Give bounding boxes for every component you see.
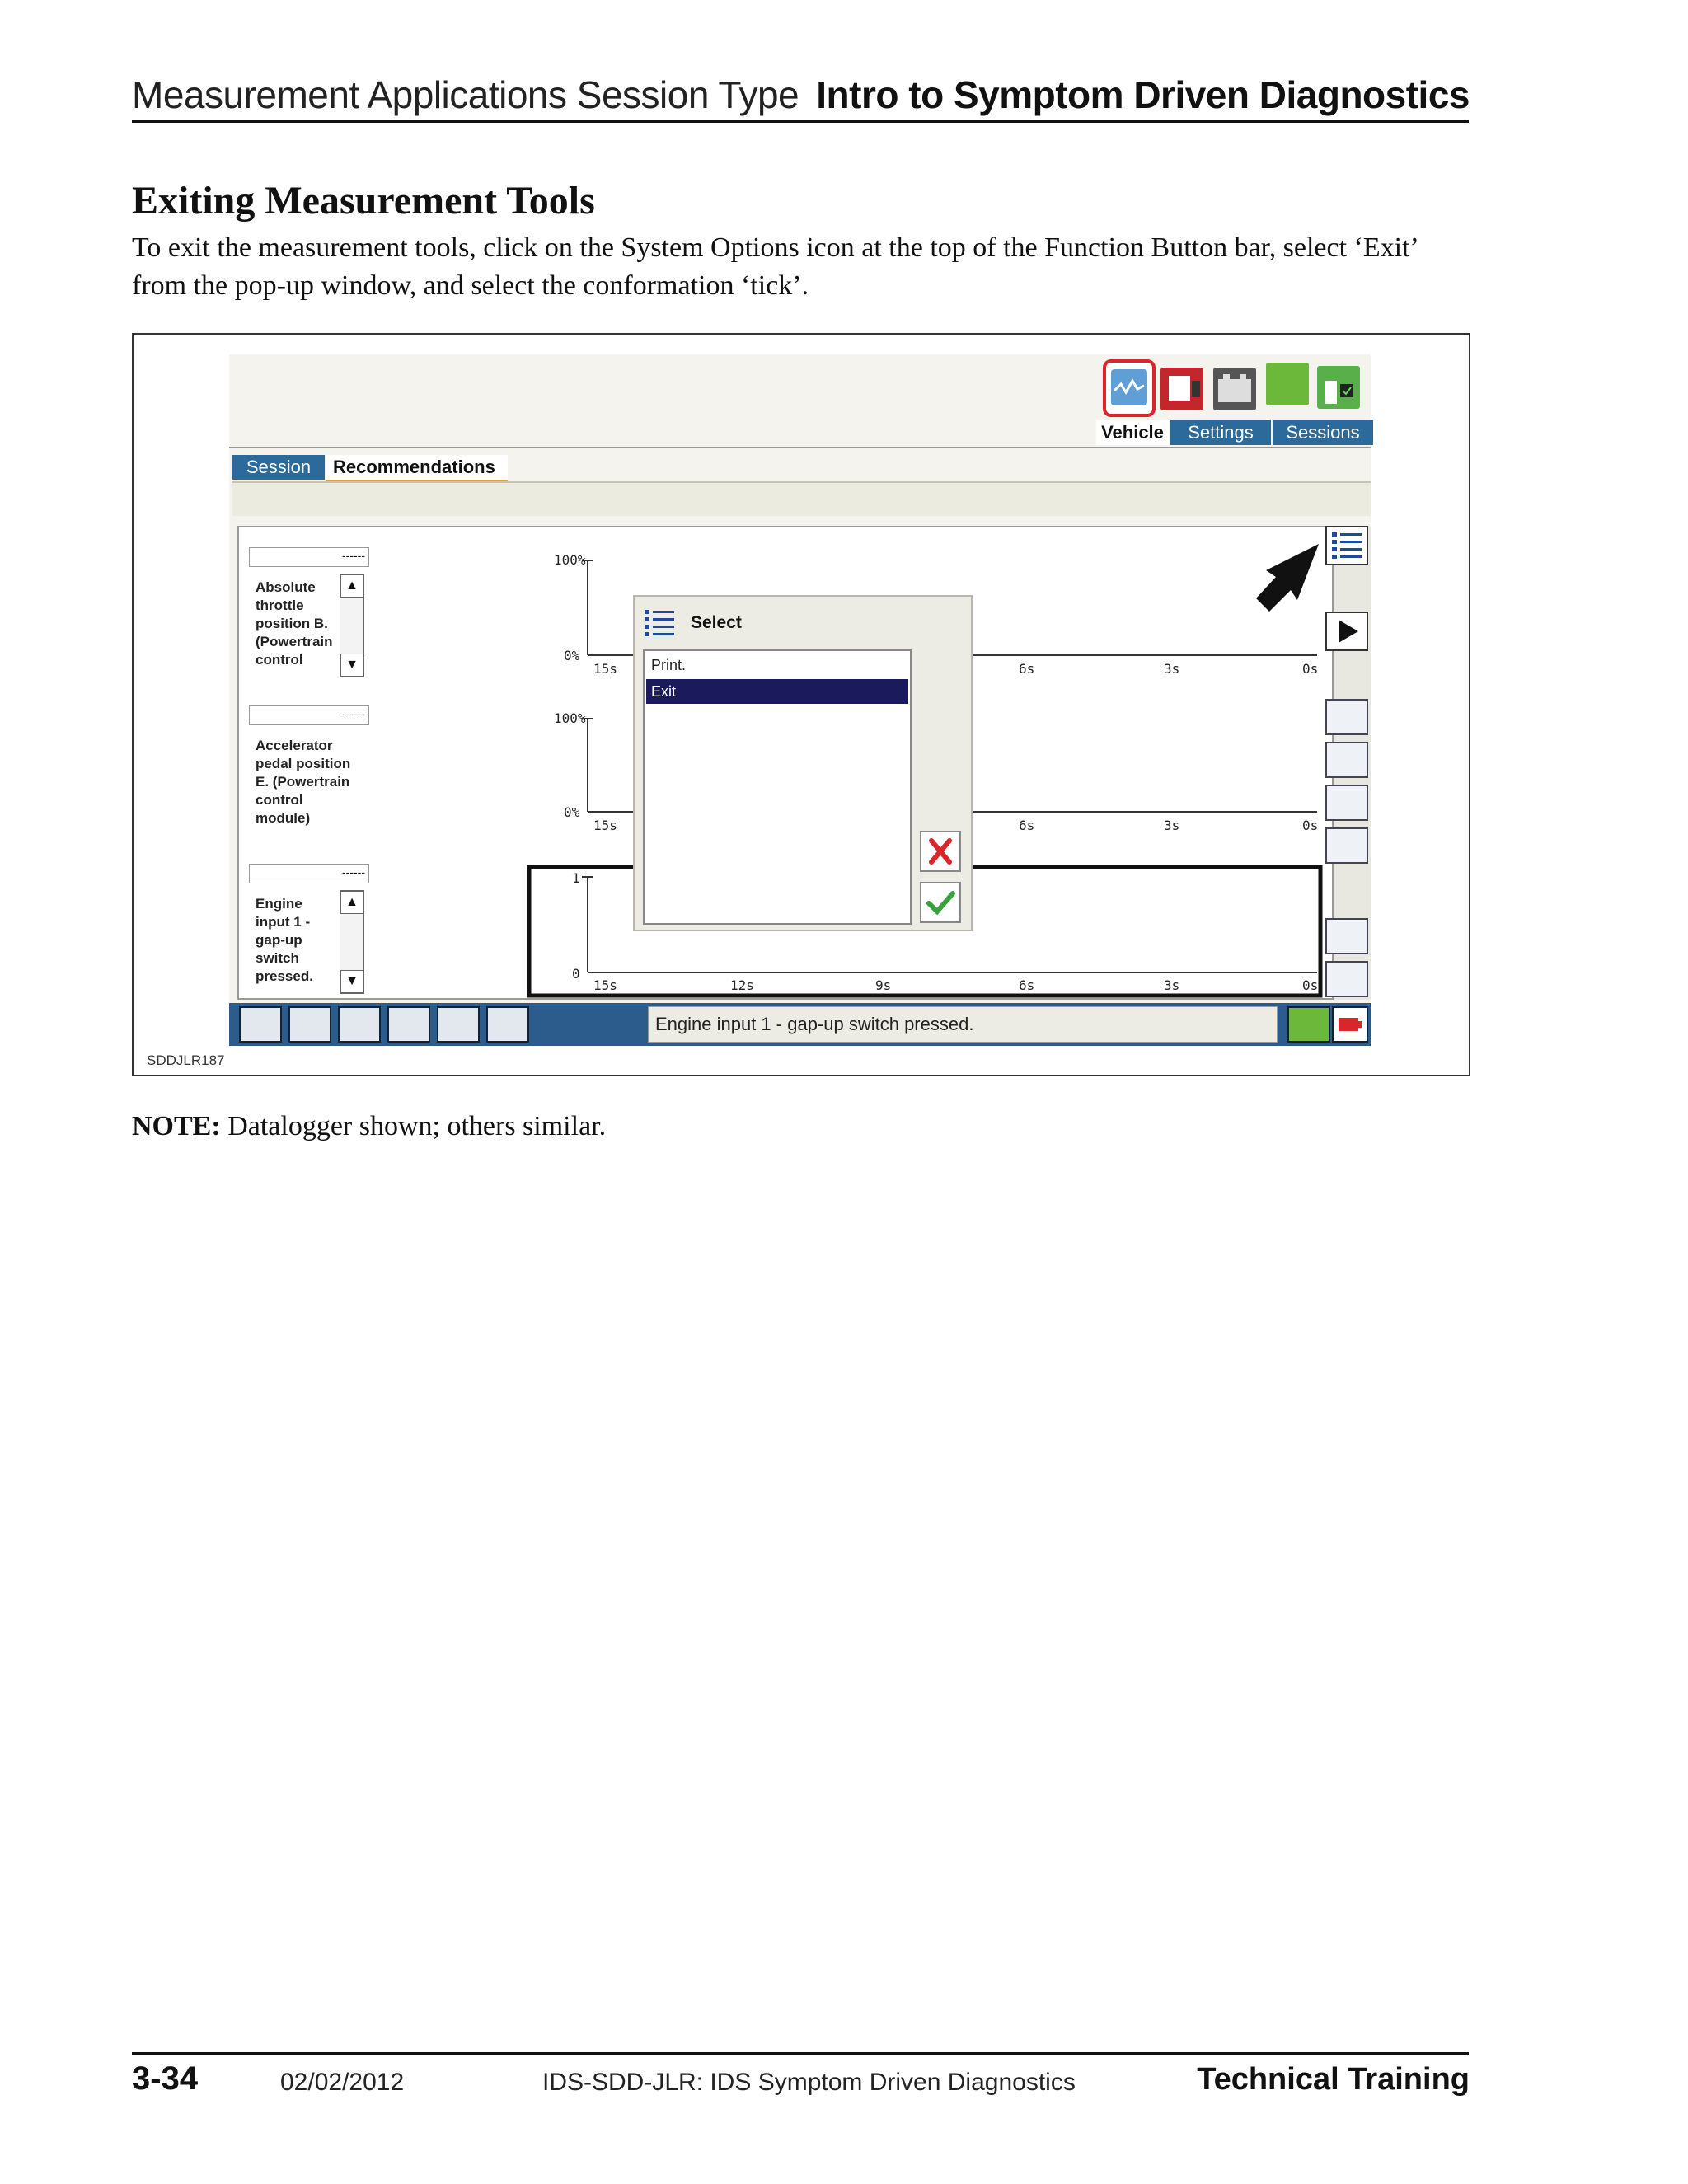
list-edit-button[interactable]: [1325, 742, 1368, 778]
graph-1-ymax: 100%: [554, 552, 586, 568]
signal-2-label-line: Accelerator: [256, 738, 333, 753]
vehicle-status-icon[interactable]: [1287, 1006, 1330, 1043]
tab-vehicle[interactable]: Vehicle: [1096, 420, 1169, 445]
graph-1-tick: 6s: [1019, 661, 1035, 677]
graph-3-ymax: 1: [572, 870, 580, 886]
graph-2-ymin: 0%: [564, 804, 580, 820]
select-dialog: [633, 595, 973, 931]
play-icon: [1327, 613, 1367, 649]
signal-1-label-line: Absolute: [256, 579, 316, 595]
body-line-1: To exit the measurement tools, click on the System Options icon at the top of the Function Button bar, select ‘Exit’: [132, 232, 1419, 263]
dialog-title: Select: [691, 613, 742, 632]
header-chapter-title: Intro to Symptom Driven Diagnostics: [816, 73, 1470, 116]
signal-3-label-line: switch: [256, 950, 299, 966]
signal-1-label-line: throttle: [256, 598, 304, 613]
dialog-option-list: [643, 649, 912, 925]
system-options-button[interactable]: [1325, 526, 1368, 565]
footer-date: 02/02/2012: [280, 2069, 405, 2096]
graph-2-ymax: 100%: [554, 710, 586, 726]
graph-3-tick: 15s: [593, 977, 617, 993]
graph-1-tick: 15s: [593, 661, 617, 677]
note: [132, 1111, 606, 1142]
tab-recommendations[interactable]: Recommendations: [326, 455, 508, 482]
battery-status-icon[interactable]: [1332, 1006, 1368, 1043]
play-button[interactable]: [1325, 612, 1368, 651]
figure-code: SDDJLR187: [147, 1052, 225, 1068]
list-icon: [1327, 527, 1367, 564]
speed-gauge-button[interactable]: [1325, 699, 1368, 735]
option-print[interactable]: Print.: [651, 657, 687, 673]
graph-3-tick: 3s: [1164, 977, 1180, 993]
scroll-down-icon[interactable]: ▼: [340, 970, 363, 993]
header-rule: [132, 120, 1469, 123]
bottom-tool-4[interactable]: [387, 1006, 430, 1043]
tab-settings[interactable]: Settings: [1170, 420, 1271, 445]
signal-2-label-line: pedal position: [256, 756, 351, 771]
signal-2-label-line: E. (Powertrain: [256, 774, 350, 790]
tab-session[interactable]: Session: [232, 455, 325, 480]
graph-3-tick: 12s: [730, 977, 754, 993]
header-session-type: Measurement Applications Session Type: [132, 73, 799, 116]
confirm-tick-button[interactable]: [920, 882, 961, 923]
graph-1-tick: 0s: [1302, 661, 1319, 677]
footer-brand: Technical Training: [1197, 2062, 1470, 2097]
tick-icon: [921, 883, 959, 921]
page-number: 3-34: [132, 2060, 199, 2097]
zoom-out-button[interactable]: [1325, 827, 1368, 864]
signal-1-label-line: (Powertrain: [256, 634, 333, 649]
bottom-bar: [229, 1003, 1371, 1046]
note-text: Datalogger shown; others similar.: [220, 1111, 607, 1141]
ids-screenshot: [229, 354, 1371, 1043]
graph-2-tick: 15s: [593, 818, 617, 833]
signal-2-label-line: control: [256, 792, 303, 808]
body-line-2: from the pop-up window, and select the conformation ‘tick’.: [132, 270, 809, 301]
edit-graph-button[interactable]: [1325, 961, 1368, 997]
graph-1-ymin: 0%: [564, 648, 580, 663]
status-text: Engine input 1 - gap-up switch pressed.: [648, 1006, 1278, 1043]
speed-display-button[interactable]: [1325, 918, 1368, 954]
graph-3-ymin: 0: [572, 966, 580, 982]
bottom-tool-5[interactable]: [437, 1006, 480, 1043]
list-icon: [643, 607, 678, 640]
signal-2-label-line: module): [256, 810, 311, 826]
scroll-down-icon[interactable]: ▼: [340, 654, 363, 677]
signal-3-value: ------: [249, 864, 369, 883]
signal-1-label-line: position B.: [256, 616, 328, 631]
cross-icon: [921, 832, 959, 870]
scroll-up-icon[interactable]: ▲: [340, 574, 363, 598]
signal-1-value: ------: [249, 547, 369, 567]
scroll-up-icon[interactable]: ▲: [340, 891, 363, 914]
bottom-tool-2[interactable]: [288, 1006, 331, 1043]
graph-2-tick: 6s: [1019, 818, 1035, 833]
graph-3-tick: 9s: [875, 977, 892, 993]
graph-3-tick: 0s: [1302, 977, 1319, 993]
graph-2-tick: 0s: [1302, 818, 1319, 833]
signal-3-label-line: input 1 -: [256, 914, 311, 930]
signal-3-label-line: gap-up: [256, 932, 302, 948]
zoom-in-button[interactable]: [1325, 785, 1368, 821]
bottom-tool-1[interactable]: [239, 1006, 282, 1043]
option-exit[interactable]: Exit: [646, 679, 908, 704]
signal-1-label-line: control: [256, 652, 303, 668]
graph-1-tick: 3s: [1164, 661, 1180, 677]
bottom-tool-3[interactable]: [338, 1006, 381, 1043]
signal-3-label-line: Engine: [256, 896, 302, 912]
graph-2-tick: 3s: [1164, 818, 1180, 833]
footer-document-title: IDS-SDD-JLR: IDS Symptom Driven Diagnostics: [542, 2069, 1076, 2096]
cancel-button[interactable]: [920, 831, 961, 872]
signal-2-value: ------: [249, 705, 369, 725]
footer-rule: [132, 2052, 1469, 2055]
tab-sessions[interactable]: Sessions: [1273, 420, 1373, 445]
signal-3-label-line: pressed.: [256, 968, 313, 984]
bottom-tool-6[interactable]: [486, 1006, 529, 1043]
graph-3-tick: 6s: [1019, 977, 1035, 993]
note-label: NOTE:: [132, 1111, 221, 1141]
section-title: Exiting Measurement Tools: [132, 179, 595, 223]
